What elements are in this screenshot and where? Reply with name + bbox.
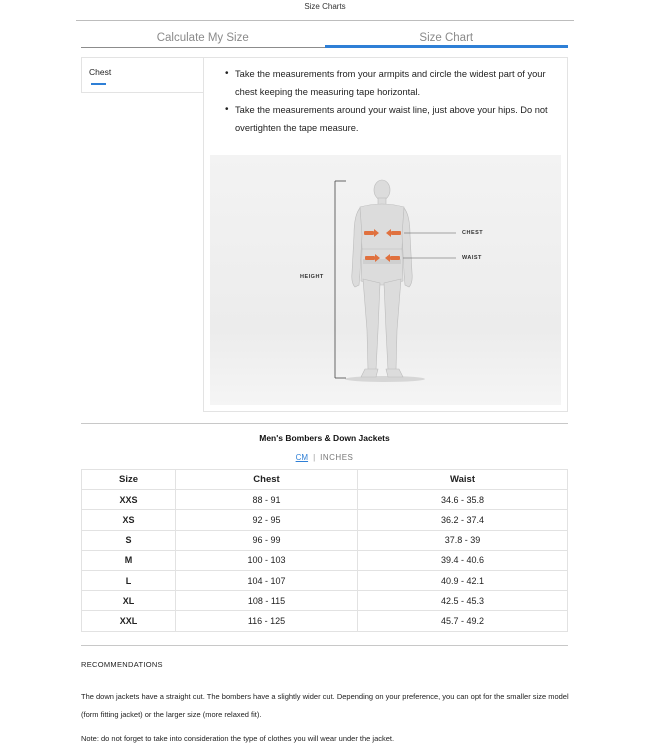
- header-chest: Chest: [176, 470, 358, 490]
- waist-cell: 40.9 - 42.1: [358, 570, 568, 590]
- size-cell: XXS: [82, 490, 176, 510]
- table-title: Men's Bombers & Down Jackets: [259, 433, 390, 443]
- chest-cell: 108 - 115: [176, 591, 358, 611]
- page-title: Size Charts: [304, 2, 346, 11]
- tab-size-chart[interactable]: Size Chart: [325, 28, 569, 48]
- waist-cell: 36.2 - 37.4: [358, 510, 568, 530]
- mannequin-illustration: [210, 155, 561, 405]
- header-waist: Waist: [358, 470, 568, 490]
- size-tabs: [81, 28, 568, 48]
- height-label: HEIGHT: [300, 274, 324, 280]
- recommendations-title: RECOMMENDATIONS: [81, 660, 163, 669]
- chest-cell: 116 - 125: [176, 611, 358, 631]
- waist-cell: 37.8 - 39: [358, 530, 568, 550]
- header-size: Size: [82, 470, 176, 490]
- chest-cell: 88 - 91: [176, 490, 358, 510]
- table-row: [82, 570, 568, 590]
- table-row: [82, 510, 568, 530]
- table-row: [82, 550, 568, 570]
- measurement-nav: [81, 57, 204, 93]
- chest-cell: 104 - 107: [176, 570, 358, 590]
- title-divider: [76, 20, 574, 21]
- size-cell: M: [82, 550, 176, 570]
- recommendations-note: Note: do not forget to take into consideration the type of clothes you will wear under the jacket.: [81, 734, 395, 743]
- waist-cell: 39.4 - 40.6: [358, 550, 568, 570]
- section-divider: [81, 645, 568, 646]
- unit-inches-link[interactable]: INCHES: [320, 453, 354, 462]
- waist-cell: 34.6 - 35.8: [358, 490, 568, 510]
- section-divider: [81, 423, 568, 424]
- table-row: [82, 490, 568, 510]
- size-cell: XL: [82, 591, 176, 611]
- instruction-waist: • Take the measurements around your waist line, just above your hips. Do not overtighten the tape measure.: [225, 101, 565, 137]
- instruction-chest: • Take the measurements from your armpits and circle the widest part of your chest keeping the measuring tape horizontal.: [225, 65, 565, 101]
- recommendations-text: The down jackets have a straight cut. The bombers have a slightly wider cut. Depending on your preference, you can opt for the smaller size model (form fitting jacket) or the larger size (more relaxed fit).: [81, 692, 569, 719]
- instruction-list: [225, 65, 565, 137]
- table-row: [82, 591, 568, 611]
- size-cell: XXL: [82, 611, 176, 631]
- chest-cell: 92 - 95: [176, 510, 358, 530]
- unit-separator: |: [313, 453, 316, 462]
- waist-cell: 42.5 - 45.3: [358, 591, 568, 611]
- nav-active-indicator: [91, 83, 106, 85]
- chest-label: CHEST: [462, 230, 484, 236]
- table-header-row: [82, 470, 568, 490]
- size-table: [81, 469, 568, 632]
- chest-cell: 100 - 103: [176, 550, 358, 570]
- nav-item-chest[interactable]: Chest: [89, 67, 112, 77]
- unit-toggle: [81, 453, 568, 462]
- chest-cell: 96 - 99: [176, 530, 358, 550]
- size-cell: XS: [82, 510, 176, 530]
- tab-calculate-my-size[interactable]: Calculate My Size: [81, 28, 325, 48]
- size-cell: S: [82, 530, 176, 550]
- table-row: [82, 611, 568, 631]
- size-cell: L: [82, 570, 176, 590]
- unit-cm-link[interactable]: CM: [295, 453, 309, 462]
- waist-cell: 45.7 - 49.2: [358, 611, 568, 631]
- body-measurement-figure: [210, 155, 561, 405]
- table-row: [82, 530, 568, 550]
- waist-label: WAIST: [462, 255, 482, 261]
